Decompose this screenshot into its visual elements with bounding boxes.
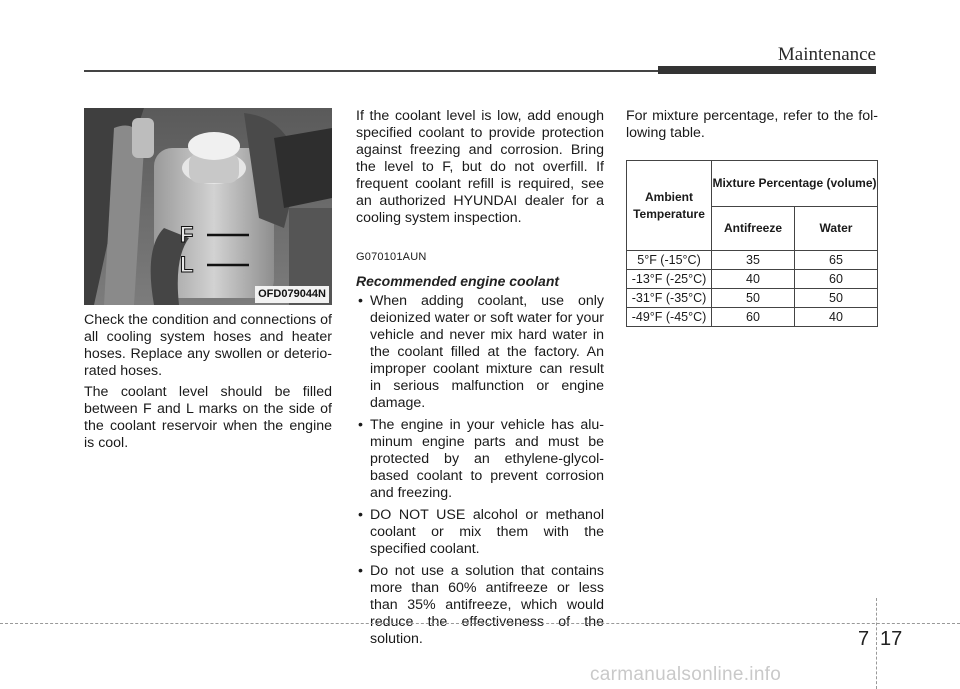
chapter-number: 7 (858, 628, 870, 650)
coolant-mixture-table (626, 160, 878, 327)
header-mixture-percentage: Mixture Percentage (volume) (712, 161, 878, 207)
page-section-title: Maintenance (777, 44, 876, 65)
section-heading: Recommended engine coolant (356, 273, 560, 289)
table-row: -31°F (-35°C) 50 50 (627, 289, 878, 308)
column-3 (626, 108, 878, 327)
table-row: 5°F (-15°C) 35 65 (627, 251, 878, 270)
header-rule-accent (658, 66, 876, 74)
bullet-icon: • (358, 293, 363, 309)
page-number-separator (876, 598, 877, 689)
section-code: G070101AUN (356, 251, 427, 263)
table-row: -13°F (-25°C) 40 60 (627, 270, 878, 289)
list-item: • The engine in your vehicle has aluminum engine parts and must be protected by an ethylene-glycol-based coolant to prevent corrosion and freezing. (358, 417, 604, 501)
watermark-text: carmanualsonline.info (590, 664, 782, 685)
header-antifreeze: Antifreeze (712, 207, 795, 251)
table-row: -49°F (-45°C) 60 40 (627, 308, 878, 327)
paragraph-hoses: Check the condition and connections of all cooling system hoses and heater hoses. Replace any swollen or deteriorated hoses. (84, 312, 332, 379)
column-1 (84, 108, 332, 456)
figure-code: OFD079044N (255, 286, 329, 303)
header-water: Water (795, 207, 878, 251)
coolant-reservoir-photo (84, 108, 332, 305)
column-2 (356, 108, 604, 653)
paragraph-mixture-intro: For mixture percentage, refer to the following table. (626, 108, 878, 141)
bullet-icon: • (358, 417, 363, 433)
bullet-icon: • (358, 507, 363, 523)
engine-bay-illustration (84, 108, 332, 305)
page-number: 17 (880, 628, 903, 650)
list-item: • Do not use a solution that contains more than 60% antifreeze or less than 35% antifreeze, which would reduce the effectiveness of the solution. (358, 563, 604, 647)
bullet-icon: • (358, 563, 363, 579)
paragraph-low-coolant: If the coolant level is low, add enough specified coolant to provide protection against freezing and corrosion. Bring the level to F, but do not overfill. If frequent coolant refill is required, see an authorized HYUNDAI dealer for a cooling system inspection. (356, 108, 604, 226)
footer-rule (0, 623, 960, 624)
list-item: • DO NOT USE alcohol or methanol coolant or mix them with the specified coolant. (358, 507, 604, 557)
list-item: • When adding coolant, use only deionized water or soft water for your vehicle and never mix hard water in the coolant filled at the factory. An improper coolant mixture can result in serious malfunction or engine damage. (358, 293, 604, 411)
coolant-bullet-list (356, 293, 604, 648)
full-mark-label: F (180, 222, 194, 247)
paragraph-coolant-level: The coolant level should be filled between F and L marks on the side of the coolant reservoir when the engine is cool. (84, 384, 332, 451)
header-ambient-temperature: Ambient Temperature (627, 161, 712, 251)
low-mark-label: L (180, 252, 194, 277)
